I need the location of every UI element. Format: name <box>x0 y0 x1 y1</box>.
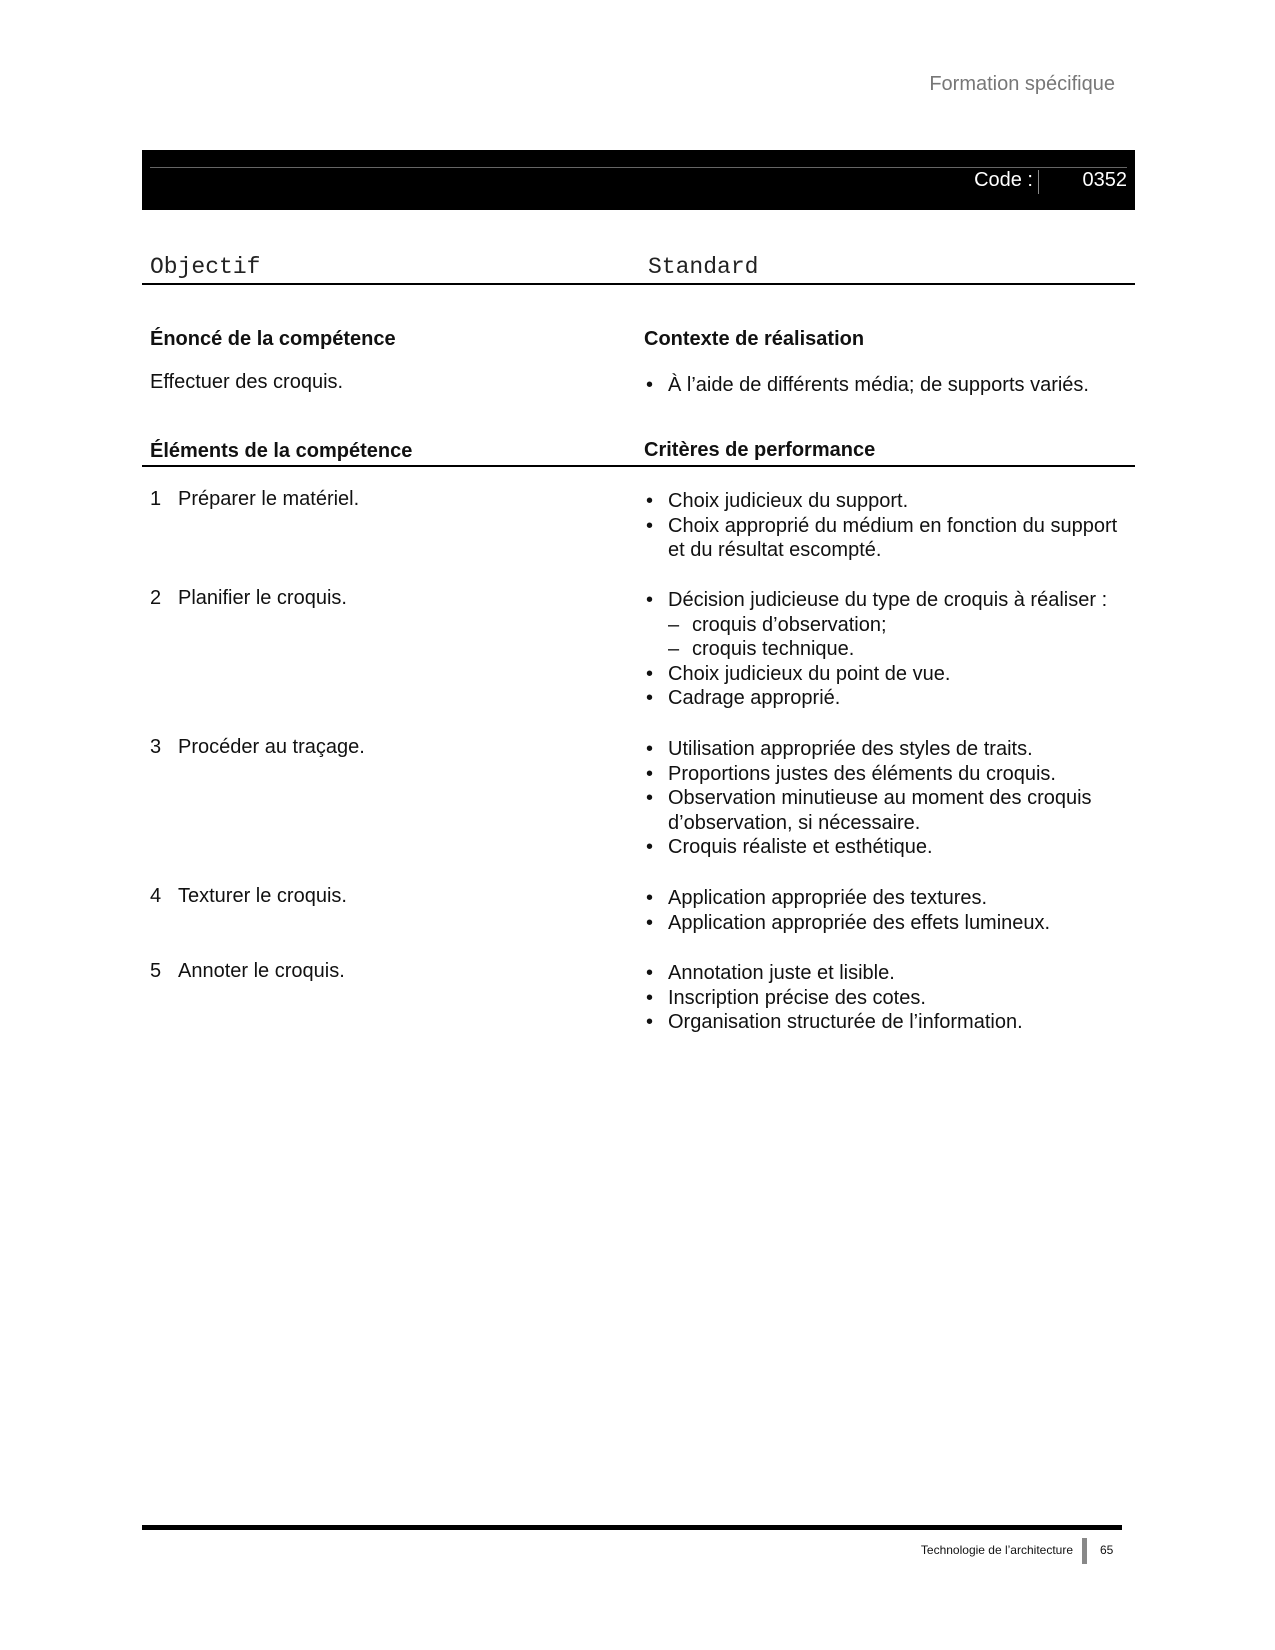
list-item: • À l’aide de différents média; de supports variés. <box>644 373 1134 398</box>
list-item: • Organisation structurée de l’information. <box>644 1010 1134 1035</box>
list-item: • Cadrage approprié. <box>644 686 1134 711</box>
competence-statement: Effectuer des croquis. <box>150 371 344 393</box>
list-item: • Inscription précise des cotes. <box>644 986 1134 1011</box>
list-item: • Choix approprié du médium en fonction du support et du résultat escompté. <box>644 514 1134 563</box>
element-number: 4 <box>150 885 162 907</box>
element-number: 3 <box>150 736 162 758</box>
code-label: Code : <box>974 169 1033 191</box>
context-list <box>644 373 1134 398</box>
column-header-rule <box>142 283 1135 285</box>
element-number: 1 <box>150 488 162 510</box>
sub-list-item: – croquis technique. <box>644 637 1134 662</box>
list-item: • Application appropriée des textures. <box>644 886 1134 911</box>
code-bar <box>142 150 1135 210</box>
element-item-2 <box>150 587 347 610</box>
footer-rule <box>142 1525 1122 1530</box>
elements-heading: Éléments de la compétence <box>150 440 413 462</box>
section-rule <box>142 465 1135 467</box>
footer-title: Technologie de l’architecture <box>920 1543 1073 1557</box>
footer-separator <box>1082 1538 1087 1564</box>
element-text: Texturer le croquis. <box>178 885 347 907</box>
criteria-group-3 <box>644 737 1134 860</box>
element-text: Planifier le croquis. <box>178 587 347 609</box>
list-item: • Croquis réaliste et esthétique. <box>644 835 1134 860</box>
criteria-heading: Critères de performance <box>644 439 876 461</box>
list-item: • Proportions justes des éléments du croquis. <box>644 762 1134 787</box>
page-number: 65 <box>1100 1543 1114 1557</box>
code-bar-divider <box>150 167 1127 168</box>
code-value: 0352 <box>1082 169 1127 191</box>
element-text: Annoter le croquis. <box>178 960 345 982</box>
running-header: Formation spécifique <box>929 73 1115 95</box>
column-header-objectif: Objectif <box>150 254 261 280</box>
element-number: 2 <box>150 587 162 609</box>
list-item: • Choix judicieux du support. <box>644 489 1134 514</box>
list-item: • Décision judicieuse du type de croquis à réaliser : <box>644 588 1134 613</box>
element-item-4 <box>150 885 347 908</box>
element-text: Procéder au traçage. <box>178 736 365 758</box>
element-item-3 <box>150 736 365 759</box>
element-number: 5 <box>150 960 162 982</box>
element-item-5 <box>150 960 345 983</box>
column-header-standard: Standard <box>648 254 759 280</box>
list-item: • Choix judicieux du point de vue. <box>644 662 1134 687</box>
sub-list-item: – croquis d’observation; <box>644 613 1134 638</box>
criteria-group-5 <box>644 961 1134 1035</box>
list-item: • Utilisation appropriée des styles de traits. <box>644 737 1134 762</box>
competence-heading: Énoncé de la compétence <box>150 328 396 350</box>
code-separator <box>1038 170 1039 194</box>
criteria-group-2 <box>644 588 1134 711</box>
list-item: • Application appropriée des effets lumineux. <box>644 911 1134 936</box>
criteria-group-1 <box>644 489 1134 563</box>
criteria-group-4 <box>644 886 1134 935</box>
context-heading: Contexte de réalisation <box>644 328 865 350</box>
element-text: Préparer le matériel. <box>178 488 360 510</box>
element-item-1 <box>150 488 359 511</box>
list-item: • Annotation juste et lisible. <box>644 961 1134 986</box>
list-item: • Observation minutieuse au moment des croquis d’observation, si nécessaire. <box>644 786 1134 835</box>
